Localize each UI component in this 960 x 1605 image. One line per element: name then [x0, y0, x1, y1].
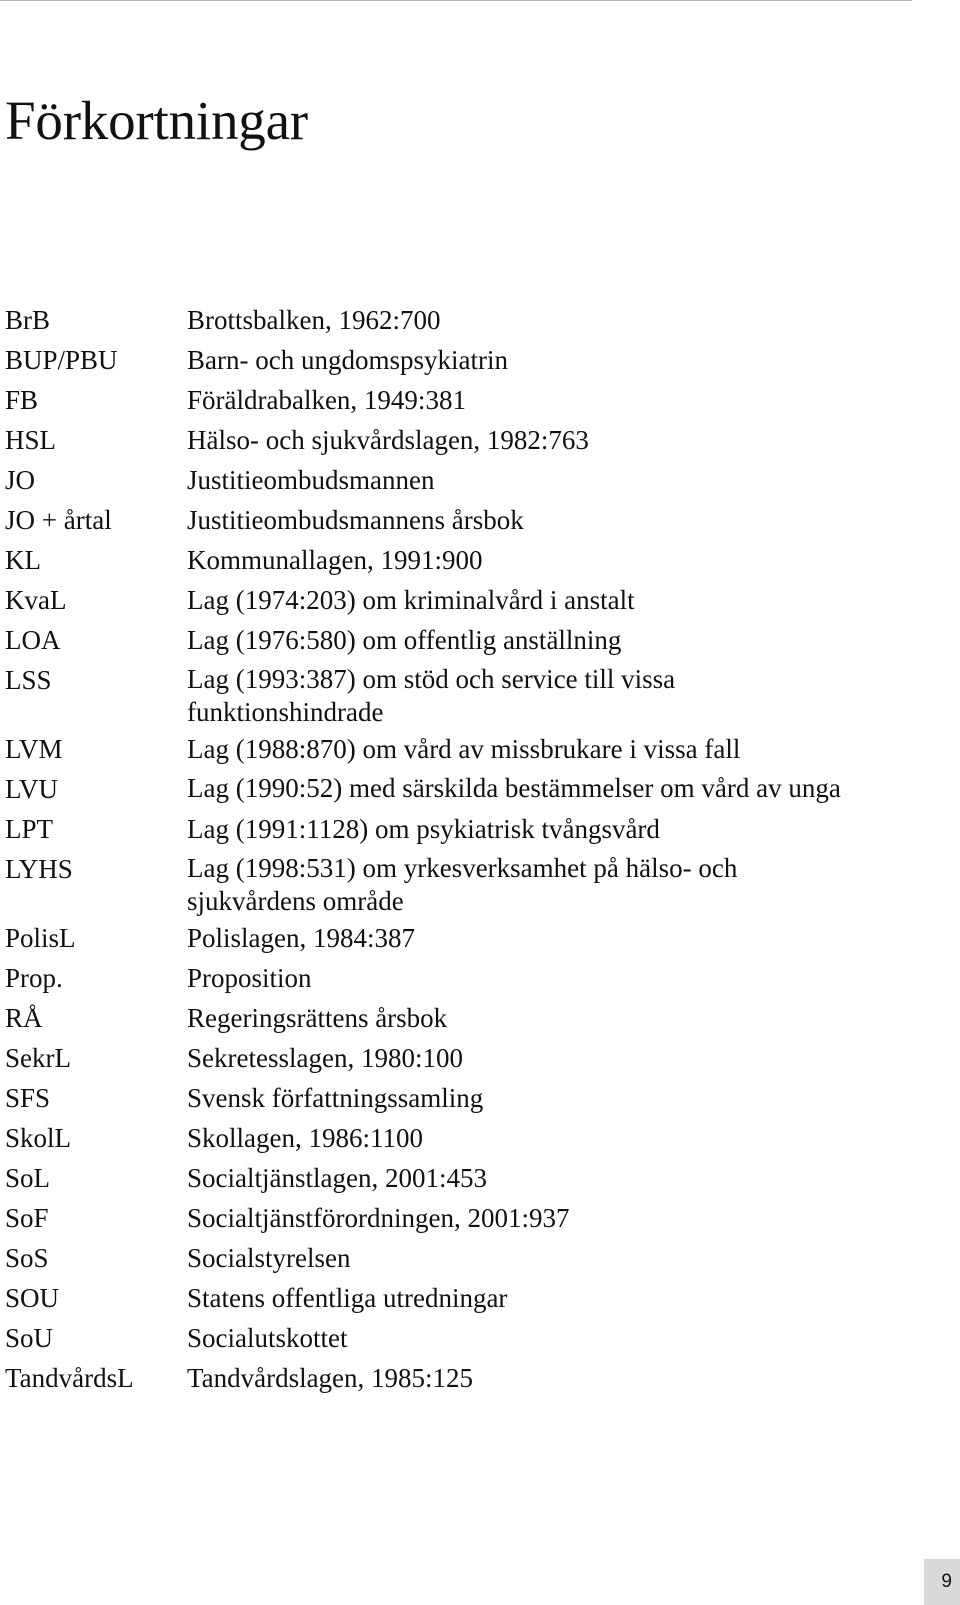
abbreviation-definition: Lag (1993:387) om stöd och service till vissa funktionshindrade	[187, 664, 676, 727]
abbreviation-term: BUP/PBU	[5, 345, 118, 375]
abbreviation-term: LOA	[5, 625, 61, 655]
abbreviation-term: FB	[5, 385, 39, 415]
list-item	[5, 340, 905, 380]
abbreviation-definition: Lag (1998:531) om yrkesverksamhet på hälso- och sjukvårdens område	[187, 853, 738, 916]
list-item	[5, 420, 905, 460]
abbreviation-term: SOU	[5, 1283, 60, 1313]
list-item	[5, 300, 905, 340]
abbreviation-term: PolisL	[5, 923, 76, 953]
list-item	[5, 1278, 905, 1318]
list-item	[5, 580, 905, 620]
abbreviation-definition: Lag (1976:580) om offentlig anställning	[187, 625, 622, 655]
list-item	[5, 540, 905, 580]
list-item	[5, 1158, 905, 1198]
list-item	[5, 1358, 905, 1398]
abbreviation-definition: Justitieombudsmannen	[187, 465, 435, 495]
abbreviation-term: LPT	[5, 814, 54, 844]
list-item	[5, 1318, 905, 1358]
abbreviation-definition: Lag (1988:870) om vård av missbrukare i vissa fall	[187, 734, 741, 764]
abbreviation-definition: Lag (1974:203) om kriminalvård i anstalt	[187, 585, 635, 615]
list-item	[5, 1118, 905, 1158]
abbreviation-term: JO	[5, 465, 36, 495]
abbreviation-definition: Föräldrabalken, 1949:381	[187, 385, 466, 415]
abbreviation-term: Prop.	[5, 963, 63, 993]
abbreviation-term: SFS	[5, 1083, 51, 1113]
abbreviation-definition: Justitieombudsmannens årsbok	[187, 505, 524, 535]
abbreviation-term: LVU	[5, 774, 59, 804]
abbreviation-term: KL	[5, 545, 41, 575]
list-item	[5, 620, 905, 660]
abbreviation-definition: Regeringsrättens årsbok	[187, 1003, 448, 1033]
abbreviation-definition: Barn- och ungdomspsykiatrin	[187, 345, 508, 375]
abbreviation-term: BrB	[5, 305, 51, 335]
list-item	[5, 460, 905, 500]
abbreviation-definition: Hälso- och sjukvårdslagen, 1982:763	[187, 425, 589, 455]
abbreviation-term: SoU	[5, 1323, 54, 1353]
abbreviation-term: LVM	[5, 734, 63, 764]
abbreviation-definition: Socialtjänstlagen, 2001:453	[187, 1163, 487, 1193]
list-item	[5, 1238, 905, 1278]
page-number: 9	[924, 1559, 960, 1605]
list-item	[5, 849, 905, 918]
page-title: Förkortningar	[5, 90, 308, 151]
top-rule	[0, 0, 912, 1]
list-item	[5, 1078, 905, 1118]
abbreviation-term: SoS	[5, 1243, 49, 1273]
abbreviation-definition: Socialstyrelsen	[187, 1243, 351, 1273]
abbreviation-definition: Statens offentliga utredningar	[187, 1283, 508, 1313]
abbreviation-term: KvaL	[5, 585, 67, 615]
abbreviation-term: JO + årtal	[5, 505, 112, 535]
abbreviation-definition: Tandvårdslagen, 1985:125	[187, 1363, 474, 1393]
abbreviation-term: SoL	[5, 1163, 51, 1193]
abbreviation-term: SoF	[5, 1203, 49, 1233]
abbreviation-definition: Skollagen, 1986:1100	[187, 1123, 423, 1153]
abbreviation-definition: Sekretesslagen, 1980:100	[187, 1043, 463, 1073]
abbreviation-definition: Polislagen, 1984:387	[187, 923, 415, 953]
list-item	[5, 809, 905, 849]
list-item	[5, 500, 905, 540]
list-item	[5, 769, 905, 809]
abbreviation-definition: Socialtjänstförordningen, 2001:937	[187, 1203, 570, 1233]
abbreviation-term: LSS	[5, 665, 52, 695]
abbreviation-definition: Svensk författningssamling	[187, 1083, 484, 1113]
abbreviation-term: SekrL	[5, 1043, 71, 1073]
list-item	[5, 380, 905, 420]
abbreviation-term: SkolL	[5, 1123, 72, 1153]
abbreviation-term: HSL	[5, 425, 57, 455]
list-item	[5, 660, 905, 729]
abbreviation-list	[5, 300, 905, 1398]
abbreviation-definition: Brottsbalken, 1962:700	[187, 305, 441, 335]
list-item	[5, 1038, 905, 1078]
abbreviation-term: RÅ	[5, 1003, 43, 1033]
abbreviation-definition: Socialutskottet	[187, 1323, 348, 1353]
list-item	[5, 918, 905, 958]
list-item	[5, 998, 905, 1038]
list-item	[5, 1198, 905, 1238]
abbreviation-definition: Lag (1991:1128) om psykiatrisk tvångsvård	[187, 814, 660, 844]
list-item	[5, 958, 905, 998]
abbreviation-definition: Kommunallagen, 1991:900	[187, 545, 483, 575]
abbreviation-definition: Proposition	[187, 963, 312, 993]
list-item	[5, 729, 905, 769]
abbreviation-definition: Lag (1990:52) med särskilda bestämmelser om vård av unga	[187, 773, 841, 803]
abbreviation-term: LYHS	[5, 854, 73, 884]
abbreviation-term: TandvårdsL	[5, 1363, 134, 1393]
